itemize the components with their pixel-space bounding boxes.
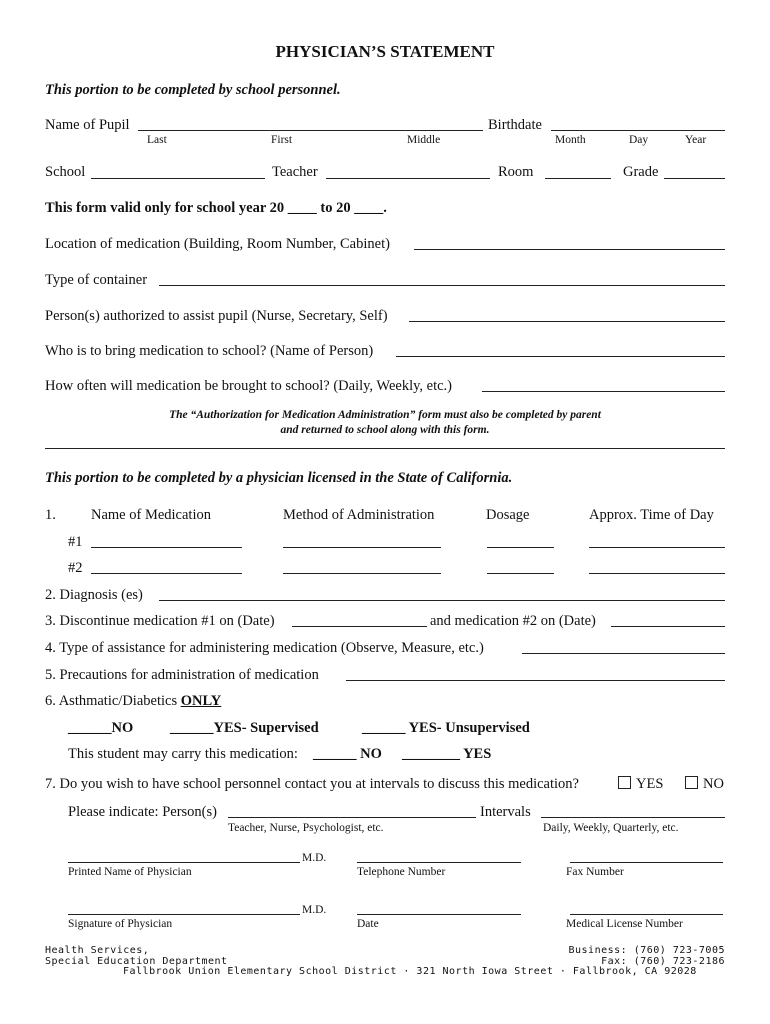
footer-business-phone: Business: (760) 723-7005: [568, 945, 725, 956]
medication-2-method-field[interactable]: [283, 573, 441, 574]
contact-persons-field[interactable]: [228, 817, 476, 818]
hint-month: Month: [555, 134, 586, 146]
footer-left-1: Health Services,: [45, 945, 150, 956]
valid-prefix: This form valid only for school year 20: [45, 200, 285, 216]
medication-1-dosage-field[interactable]: [487, 547, 554, 548]
item6-only: ONLY: [180, 693, 222, 709]
footer-fax: Fax: (760) 723-2186: [601, 956, 725, 967]
container-label: Type of container: [45, 272, 148, 288]
printed-name-label: Printed Name of Physician: [68, 866, 192, 878]
school-section-heading: This portion to be completed by school personnel.: [45, 82, 341, 98]
school-field[interactable]: [91, 178, 265, 179]
item6-prefix: 6. Asthmatic/Diabetics: [45, 693, 178, 709]
date-field[interactable]: [357, 914, 521, 915]
item7-yes-checkbox[interactable]: [618, 776, 663, 793]
option-no[interactable]: ______NO: [68, 720, 134, 736]
who-brings-label: Who is to bring medication to school? (Name of Person): [45, 343, 374, 359]
name-of-pupil-label: Name of Pupil: [45, 117, 130, 133]
item1-number: 1.: [45, 507, 56, 523]
checkbox-yes-icon: [618, 776, 631, 789]
option-yes-supervised[interactable]: ______YES- Supervised: [170, 720, 319, 736]
hint-year: Year: [685, 134, 707, 146]
hint-last: Last: [147, 134, 167, 146]
valid-school-year: [45, 200, 387, 217]
option-yes-unsupervised[interactable]: ______ YES- Unsupervised: [362, 720, 530, 736]
signature-field[interactable]: [68, 914, 300, 915]
valid-year-start-field[interactable]: ____: [287, 200, 317, 216]
valid-year-end-field[interactable]: ____.: [354, 200, 387, 216]
discontinue-1-date-field[interactable]: [292, 626, 427, 627]
item2-label: 2. Diagnosis (es): [45, 587, 143, 603]
discontinue-2-date-field[interactable]: [611, 626, 725, 627]
page-title: PHYSICIAN’S STATEMENT: [275, 42, 495, 61]
checkbox-no-icon: [685, 776, 698, 789]
item7-yes-label: YES: [636, 776, 664, 792]
note-line-2: and returned to school along with this form.: [280, 424, 490, 436]
carry-no-option[interactable]: ______ NO: [313, 746, 382, 762]
license-field[interactable]: [570, 914, 723, 915]
medication-2-dosage-field[interactable]: [487, 573, 554, 574]
md-suffix-2: M.D.: [302, 904, 327, 916]
section-divider: [45, 448, 725, 449]
row-label-1: #1: [68, 534, 83, 550]
birthdate-label: Birthdate: [488, 117, 542, 133]
carry-yes-option[interactable]: ________ YES: [402, 746, 492, 762]
col-name-of-medication: Name of Medication: [91, 507, 211, 523]
birthdate-field[interactable]: [551, 130, 725, 131]
col-time-of-day: Approx. Time of Day: [589, 507, 714, 523]
telephone-label: Telephone Number: [357, 866, 446, 878]
diagnosis-field[interactable]: [159, 600, 725, 601]
room-label: Room: [498, 164, 534, 180]
hint-first: First: [271, 134, 293, 146]
item5-label: 5. Precautions for administration of medication: [45, 667, 319, 683]
interval-hint: Daily, Weekly, Quarterly, etc.: [543, 822, 679, 834]
printed-name-field[interactable]: [68, 862, 300, 863]
school-label: School: [45, 164, 86, 180]
medication-1-time-field[interactable]: [589, 547, 725, 548]
note-line-1: The “Authorization for Medication Administration” form must also be completed by parent: [169, 409, 601, 421]
telephone-field[interactable]: [357, 862, 521, 863]
intervals-field[interactable]: [541, 817, 725, 818]
hint-day: Day: [629, 134, 649, 146]
room-field[interactable]: [545, 178, 611, 179]
valid-mid: to 20: [320, 200, 351, 216]
location-label: Location of medication (Building, Room Number, Cabinet): [45, 236, 390, 252]
name-of-pupil-field[interactable]: [138, 130, 483, 131]
assistance-type-field[interactable]: [522, 653, 725, 654]
please-indicate-label: Please indicate: Person(s): [68, 804, 217, 820]
teacher-field[interactable]: [326, 178, 490, 179]
row-label-2: #2: [68, 560, 83, 576]
license-label: Medical License Number: [566, 918, 683, 930]
footer-left-2: Special Education Department: [45, 956, 228, 967]
grade-label: Grade: [623, 164, 659, 180]
person-hint: Teacher, Nurse, Psychologist, etc.: [228, 822, 384, 834]
authorized-field[interactable]: [409, 321, 725, 322]
md-suffix-1: M.D.: [302, 852, 327, 864]
authorized-label: Person(s) authorized to assist pupil (Nurse, Secretary, Self): [45, 308, 388, 324]
teacher-label: Teacher: [272, 164, 318, 180]
fax-label: Fax Number: [566, 866, 624, 878]
container-field[interactable]: [159, 285, 725, 286]
precautions-field[interactable]: [346, 680, 725, 681]
signature-label: Signature of Physician: [68, 918, 173, 930]
fax-field[interactable]: [570, 862, 723, 863]
item3-second-label: and medication #2 on (Date): [430, 613, 596, 629]
carry-label: This student may carry this medication:: [68, 746, 298, 762]
item7-no-checkbox[interactable]: [685, 776, 724, 793]
item6-label: [45, 693, 221, 710]
physician-section-heading: This portion to be completed by a physician licensed in the State of California.: [45, 470, 513, 486]
medication-2-name-field[interactable]: [91, 573, 242, 574]
item7-label: 7. Do you wish to have school personnel contact you at intervals to discuss this medication?: [45, 776, 579, 792]
date-label: Date: [357, 918, 379, 930]
col-dosage: Dosage: [486, 507, 530, 523]
item4-label: 4. Type of assistance for administering medication (Observe, Measure, etc.): [45, 640, 484, 656]
item7-no-label: NO: [703, 776, 724, 792]
how-often-field[interactable]: [482, 391, 725, 392]
location-field[interactable]: [414, 249, 725, 250]
medication-1-method-field[interactable]: [283, 547, 441, 548]
how-often-label: How often will medication be brought to school? (Daily, Weekly, etc.): [45, 378, 453, 394]
medication-1-name-field[interactable]: [91, 547, 242, 548]
medication-2-time-field[interactable]: [589, 573, 725, 574]
intervals-label: Intervals: [480, 804, 531, 820]
hint-middle: Middle: [407, 134, 441, 146]
col-method-of-administration: Method of Administration: [283, 507, 435, 523]
who-brings-field[interactable]: [396, 356, 725, 357]
item3-label: 3. Discontinue medication #1 on (Date): [45, 613, 275, 629]
grade-field[interactable]: [664, 178, 725, 179]
footer-address: Fallbrook Union Elementary School District · 321 North Iowa Street · Fallbrook, CA 92028: [123, 966, 697, 977]
